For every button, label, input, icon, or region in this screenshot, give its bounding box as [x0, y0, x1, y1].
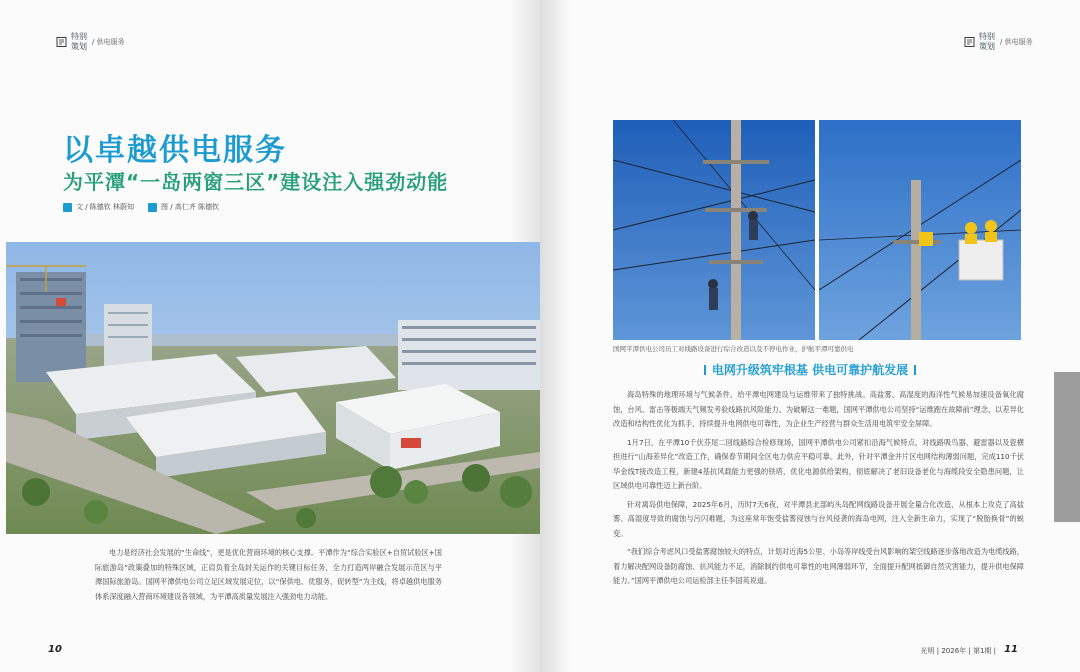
- paragraph: 海岛特殊的地理环境与气候条件，给平潭电网建设与运维带来了独特挑战。高盐雾、高湿度的海洋性气候易加速设备氧化腐蚀，台风、雷击等极端天气频发考验线路抗风险能力。为破解这一难题，国网平潭供电公司坚持“运维跑在故障前”理念，以差异化改造和结构性优化为抓手，持续提升电网供电可靠性，为企业生产经营与群众生活用电筑牢安全屏障。: [613, 390, 1024, 428]
- article-subtitle: 为平潭“一岛两窗三区”建设注入强劲动能: [63, 170, 449, 194]
- paragraph: “我们综合考虑风口受盐雾腐蚀较大的特点，计划对近海5公里、小岛等岸线受台风影响的架空线路逐步落地改造为电缆线路，着力解决配网设备防腐蚀、抗风能力不足，消除制约供电可靠性的电网薄弱环节，全面提升配网抵御自然灾害能力，提升供电保障能力。”国网平潭供电公司运检部主任李国英说道。: [613, 547, 1024, 585]
- heading-bar-right: [914, 365, 916, 375]
- gutter-shadow-right: [540, 0, 570, 672]
- article-title: 以卓越供电服务: [63, 133, 287, 168]
- photo-pole-workers: [613, 120, 815, 340]
- heading-bar-left: [704, 365, 706, 375]
- pen-icon: [63, 203, 72, 212]
- magazine-footer: 光明 | 2026年 | 第1期 |: [920, 647, 996, 655]
- photo-caption: 国网平潭供电公司员工对线路设备进行综合改造以及不停电作业，护航平潭可靠供电: [613, 345, 854, 353]
- section-tag-main: 特别 策划: [71, 32, 87, 51]
- left-body-text: 电力是经济社会发展的“生命线”，更是优化营商环境的核心支撑。平潭作为“综合实验区+自贸试验区+国际旅游岛”政策叠加的特殊区域，正肩负着全岛封关运作的关键目标任务，全力打造两岸融合发展示范区与平潭国际旅游岛。国网平潭供电公司立足区域发展定位，以“保供电、优服务、促转型”为主线，将卓越供电服务体系深度融入营商环境建设各领域，为平潭高质量发展注入强劲电力动能。: [95, 548, 442, 601]
- magazine-icon: [964, 36, 976, 48]
- section-tag-main: 特别 策划: [979, 32, 995, 51]
- section-tag-sub: / 供电服务: [92, 38, 125, 46]
- page-edge-tab: [1054, 372, 1080, 522]
- section-tag-right: [964, 32, 1033, 52]
- section-tag-left: [56, 32, 125, 52]
- right-body-text: [613, 388, 1024, 589]
- byline-text-author: 文 / 陈德钦 林蔚知: [76, 203, 135, 211]
- page-number-left: 10: [48, 644, 62, 655]
- section-heading-text: 电网升级筑牢根基 供电可靠护航发展: [711, 363, 909, 377]
- magazine-icon: [56, 36, 68, 48]
- paragraph: 针对离岛供电保障，2025年6月，历时7天6夜，对平潭县北部屿头岛配网线路设备开展全量合化改造，从根本上攻克了高盐雾、高湿度导致的腐蚀与污闪难题，为这座常年饱受盐雾侵蚀与台风侵袭的海岛电网，注入全新生命力，实现了“脱胎换骨”的蜕变。: [613, 499, 1024, 538]
- byline-photo-author: 图 / 高仁齐 陈德钦: [161, 203, 220, 211]
- right-page: [540, 0, 1080, 672]
- section-tag-sub: / 供电服务: [1000, 38, 1033, 46]
- hero-aerial-photo: [6, 242, 540, 534]
- photo-bucket-workers: [819, 120, 1021, 340]
- camera-icon: [148, 203, 157, 212]
- byline: [63, 202, 219, 212]
- page-number-right: 11: [1004, 644, 1018, 655]
- paragraph: 1月7日，在平潭10千伏芬尾二回线路综合检修现场，国网平潭供电公司紧扣沿海气候特点，对线路吸鸟器、避雷器以及瓷横担进行“山海差异化”改造工作，确保春节期间全区电力供应平稳可靠。此外，针对平潭金井片区电网结构薄弱问题，完成110千伏华金线T接改造工程，新建4基抗风载能力更强的铁塔，优化电源供给架构，彻底解决了老旧设备老化与海缆段安全隐患问题，让区域供电可靠性迈上新台阶。: [613, 437, 1024, 490]
- section-heading: [540, 361, 1080, 378]
